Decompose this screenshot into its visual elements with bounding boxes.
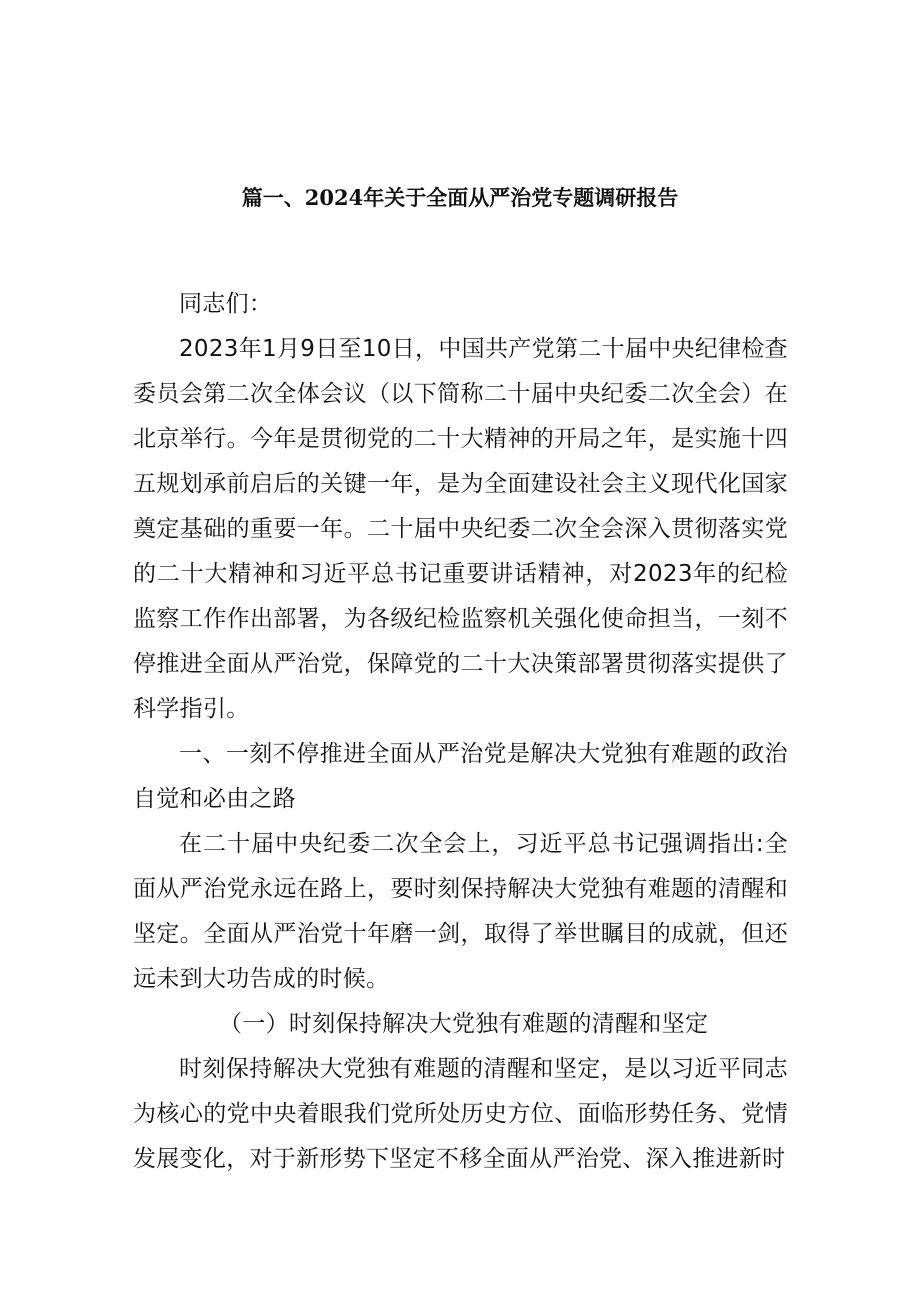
document-body	[133, 282, 788, 1182]
salutation-paragraph: 同志们：	[179, 291, 273, 317]
section-heading: 一、一刻不停推进全面从严治党是解决大党独有难题的政治自觉和必由之路	[133, 741, 788, 812]
intro-paragraph: 2023年1月9日至10日，中国共产党第二十届中央纪律检查委员会第二次全体会议（以下简称二十届中央纪委二次全会）在北京举行。今年是贯彻党的二十大精神的开局之年，是实施十四五规划承前启后的关键一年，是为全面建设社会主义现代化国家奠定基础的重要一年。二十届中央纪委二次全会深入贯彻落实党的二十大精神和习近平总书记重要讲话精神，对2023年的纪检监察工作作出部署，为各级纪检监察机关强化使命担当，一刻不停推进全面从严治党，保障党的二十大决策部署贯彻落实提供了科学指引。	[133, 336, 788, 722]
section-paragraph: 在二十届中央纪委二次全会上，习近平总书记强调指出:全面从严治党永远在路上，要时刻保持解决大党独有难题的清醒和坚定。全面从严治党十年磨一剑，取得了举世瞩目的成就，但还远未到大功告成的时候。	[133, 831, 788, 992]
document-title: 篇一、2024年关于全面从严治党专题调研报告	[241, 185, 679, 210]
subsection-paragraph: 时刻保持解决大党独有难题的清醒和坚定，是以习近平同志为核心的党中央着眼我们党所处历史方位、面临形势任务、党情发展变化，对于新形势下坚定不移全面从严治党、深入推进新时	[133, 1056, 788, 1172]
subsection-heading: （一）时刻保持解决大党独有难题的清醒和坚定	[219, 1011, 709, 1037]
